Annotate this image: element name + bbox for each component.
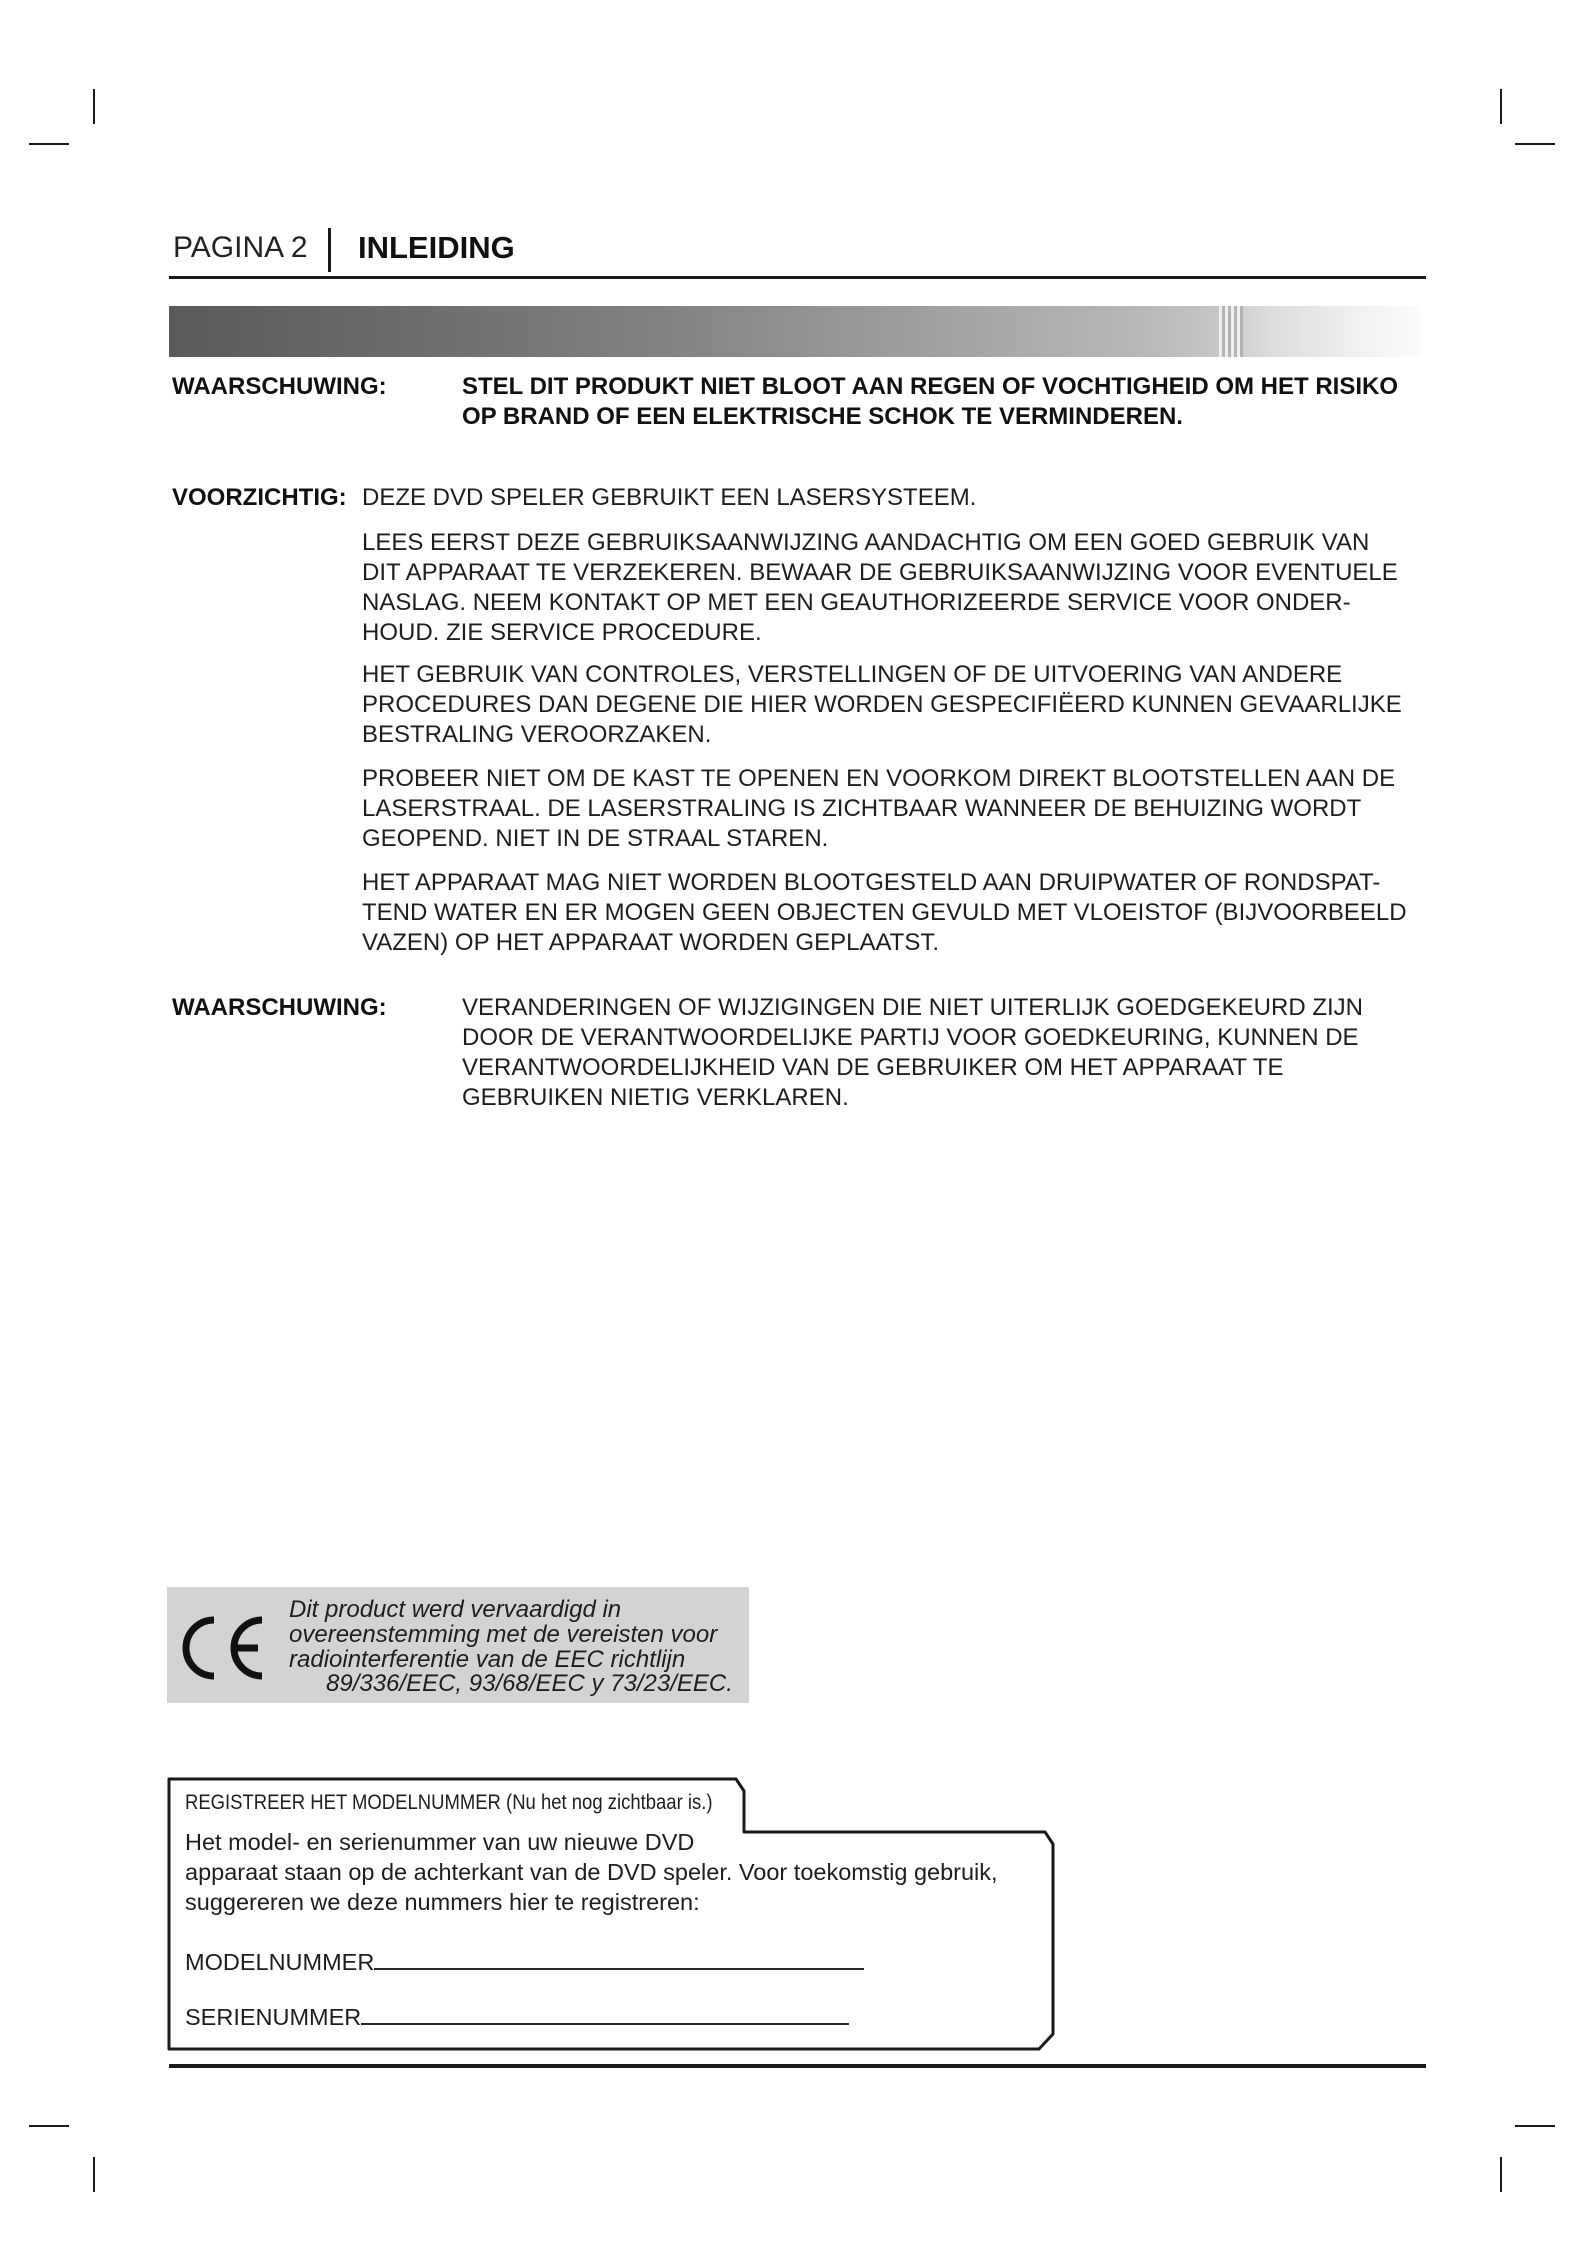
ce-letter-c	[186, 1620, 214, 1676]
registration-text-line: Het model- en serienummer van uw nieuwe DVD	[185, 1829, 695, 1855]
crop-mark	[1515, 2125, 1555, 2127]
caution-paragraph-line: GEOPEND. NIET IN DE STRAAL STAREN.	[362, 825, 829, 852]
caution-paragraph	[362, 868, 1407, 958]
warning-text	[462, 372, 1398, 432]
serial-number-label: SERIENUMMER	[185, 2004, 362, 2030]
registration-text-line: suggereren we deze nummers hier te registreren:	[185, 1889, 700, 1915]
crop-mark	[29, 2125, 69, 2127]
warning-text-line: OP BRAND OF EEN ELEKTRISCHE SCHOK TE VERMINDEREN.	[462, 403, 1183, 430]
warning-text-line: STEL DIT PRODUKT NIET BLOOT AAN REGEN OF VOCHTIGHEID OM HET RISIKO	[462, 373, 1399, 400]
banner-stripes	[1219, 306, 1243, 357]
caution-paragraph-line: BESTRALING VEROORZAKEN.	[362, 721, 712, 748]
caution-paragraph	[362, 660, 1402, 750]
crop-mark	[93, 2157, 95, 2192]
model-number-fill-line	[374, 1967, 864, 1970]
warning-text	[462, 993, 1363, 1113]
caution-paragraph	[362, 764, 1395, 854]
ce-notice-box	[167, 1587, 749, 1703]
caution-label: VOORZICHTIG:	[172, 484, 347, 511]
header-rule	[169, 276, 1426, 279]
ce-notice-line: overeenstemming met de vereisten voor	[289, 1621, 718, 1648]
caution-paragraph-line: PROBEER NIET OM DE KAST TE OPENEN EN VOORKOM DIREKT BLOOTSTELLEN AAN DE	[362, 765, 1396, 792]
warning-label: WAARSCHUWING:	[172, 373, 387, 400]
warning-label: WAARSCHUWING:	[172, 994, 387, 1021]
ce-notice-line: Dit product werd vervaardigd in	[289, 1596, 622, 1623]
ce-notice-line: radiointerferentie van de EEC richtlijn	[289, 1646, 686, 1673]
model-number-label: MODELNUMMER	[185, 1949, 375, 1975]
footer-rule	[169, 2064, 1426, 2068]
crop-mark	[29, 143, 69, 145]
serial-number-field	[185, 2002, 849, 2032]
caution-paragraph	[362, 528, 1398, 648]
registration-instructions	[185, 1827, 998, 1917]
section-title: INLEIDING	[358, 230, 515, 265]
caution-paragraph-line: HET GEBRUIK VAN CONTROLES, VERSTELLINGEN OF DE UITVOERING VAN ANDERE	[362, 661, 1343, 688]
ce-notice-line: 89/336/EEC, 93/68/EEC y 73/23/EEC.	[326, 1670, 733, 1697]
registration-text-line: apparaat staan op de achterkant van de DVD speler. Voor toekomstig gebruik,	[185, 1859, 998, 1885]
caution-paragraph-line: TEND WATER EN ER MOGEN GEEN OBJECTEN GEVULD MET VLOEISTOF (BIJVOORBEELD	[362, 899, 1407, 926]
crop-mark	[1500, 89, 1502, 124]
warning-text-line: GEBRUIKEN NIETIG VERKLAREN.	[462, 1084, 849, 1111]
caution-paragraph-line: HOUD. ZIE SERVICE PROCEDURE.	[362, 619, 762, 646]
caution-paragraph-line: NASLAG. NEEM KONTAKT OP MET EEN GEAUTHORIZEERDE SERVICE VOOR ONDER-	[362, 589, 1351, 616]
warning-text-line: DOOR DE VERANTWOORDELIJKE PARTIJ VOOR GOEDKEURING, KUNNEN DE	[462, 1024, 1359, 1051]
gradient-banner	[169, 306, 1421, 357]
crop-mark	[93, 89, 95, 124]
caution-paragraph-line: LASERSTRAAL. DE LASERSTRALING IS ZICHTBAAR WANNEER DE BEHUIZING WORDT	[362, 795, 1362, 822]
crop-mark	[1500, 2157, 1502, 2192]
page-number-label: PAGINA 2	[173, 231, 308, 264]
caution-paragraph-line: LEES EERST DEZE GEBRUIKSAANWIJZING AANDACHTIG OM EEN GOED GEBRUIK VAN	[362, 529, 1370, 556]
crop-mark	[1515, 143, 1555, 145]
caution-paragraph-line: DIT APPARAAT TE VERZEKEREN. BEWAAR DE GEBRUIKSAANWIJZING VOOR EVENTUELE	[362, 559, 1398, 586]
caution-intro: DEZE DVD SPELER GEBRUIKT EEN LASERSYSTEEM.	[362, 484, 977, 511]
warning-text-line: VERANTWOORDELIJKHEID VAN DE GEBRUIKER OM HET APPARAAT TE	[462, 1054, 1284, 1081]
header-divider	[328, 228, 331, 272]
caution-paragraph-line: VAZEN) OP HET APPARAAT WORDEN GEPLAATST.	[362, 929, 940, 956]
registration-tab-label: REGISTREER HET MODELNUMMER (Nu het nog zichtbaar is.)	[185, 1791, 713, 1814]
model-number-field	[185, 1947, 864, 1977]
caution-paragraph-line: HET APPARAAT MAG NIET WORDEN BLOOTGESTELD AAN DRUIPWATER OF RONDSPAT-	[362, 869, 1381, 896]
serial-number-fill-line	[361, 2022, 849, 2025]
warning-text-line: VERANDERINGEN OF WIJZIGINGEN DIE NIET UITERLIJK GOEDGEKEURD ZIJN	[462, 994, 1363, 1021]
caution-paragraph-line: PROCEDURES DAN DEGENE DIE HIER WORDEN GESPECIFIËERD KUNNEN GEVAARLIJKE	[362, 691, 1402, 718]
ce-mark-logo	[180, 1615, 270, 1681]
